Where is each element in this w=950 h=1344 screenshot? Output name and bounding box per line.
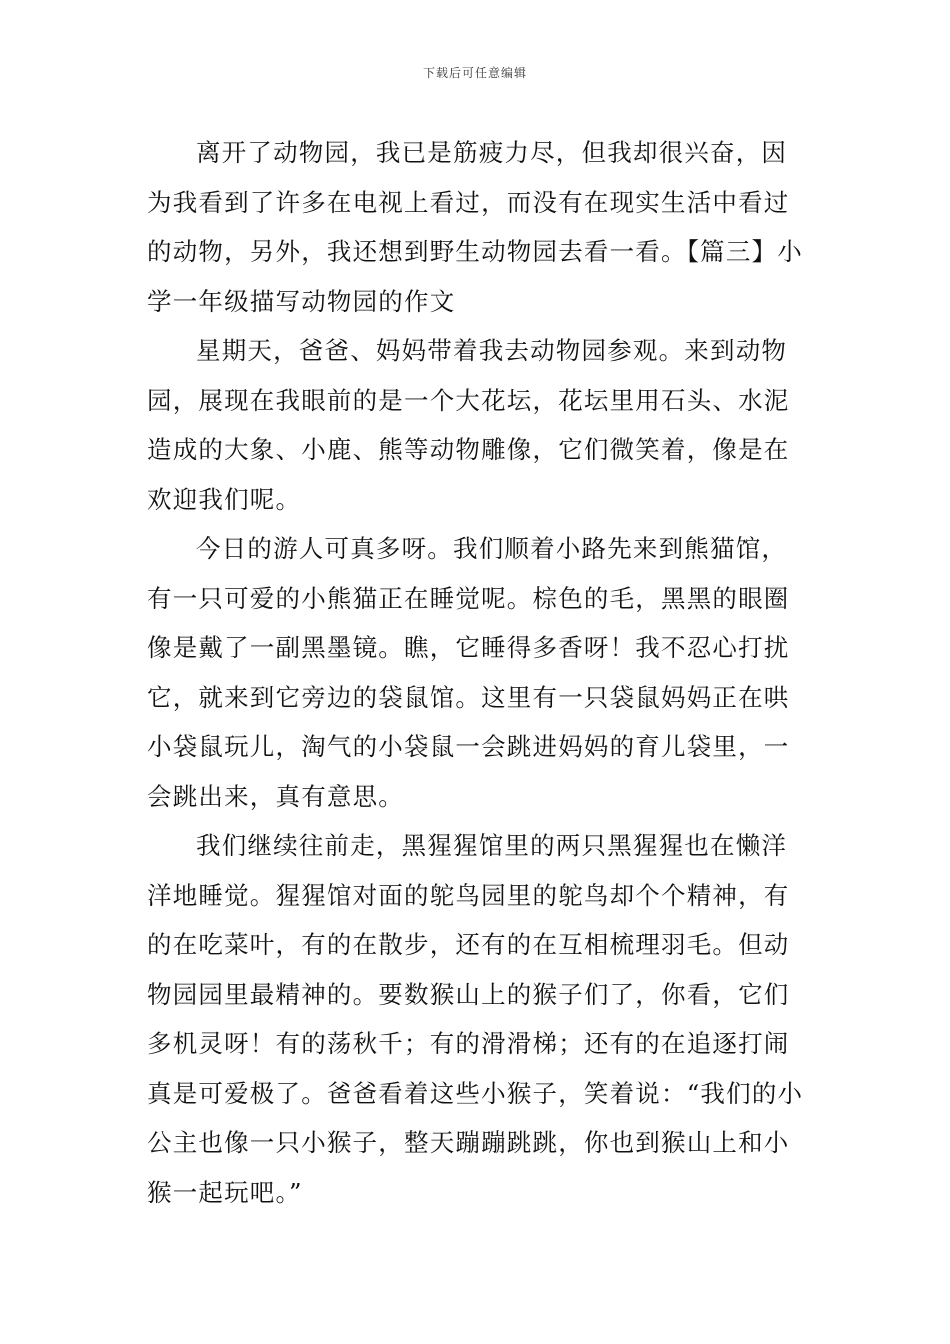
paragraph: 星期天，爸爸、妈妈带着我去动物园参观。来到动物园，展现在我眼前的是一个大花坛，花坛里用石头、水泥造成的大象、小鹿、熊等动物雕像，它们微笑着，像是在欢迎我们呢。 [147, 336, 790, 514]
document-body [147, 128, 807, 1217]
page-header: 下载后可任意编辑 [422, 66, 527, 80]
paragraph: 今日的游人可真多呀。我们顺着小路先来到熊猫馆，有一只可爱的小熊猫正在睡觉呢。棕色的毛，黑黑的眼圈像是戴了一副黑墨镜。瞧，它睡得多香呀！我不忍心打扰它，就来到它旁边的袋鼠馆。这里有一只袋鼠妈妈正在哄小袋鼠玩儿，淘气的小袋鼠一会跳进妈妈的育儿袋里，一会跳出来，真有意思。 [147, 534, 790, 811]
paragraph: 离开了动物园，我已是筋疲力尽，但我却很兴奋，因为我看到了许多在电视上看过，而没有在现实生活中看过的动物，另外，我还想到野生动物园去看一看。【篇三】小学一年级描写动物园的作文 [147, 138, 803, 316]
paragraph: 我们继续往前走，黑猩猩馆里的两只黑猩猩也在懒洋洋地睡觉。猩猩馆对面的鸵鸟园里的鸵鸟却个个精神，有的在吃菜叶，有的在散步，还有的在互相梳理羽毛。但动物园园里最精神的。要数猴山上的猴子们了，你看，它们多机灵呀！有的荡秋千；有的滑滑梯；还有的在追逐打闹真是可爱极了。爸爸看着这些小猴子，笑着说：“我们的小公主也像一只小猴子，整天蹦蹦跳跳，你也到猴山上和小猴一起玩吧。” [147, 831, 804, 1207]
